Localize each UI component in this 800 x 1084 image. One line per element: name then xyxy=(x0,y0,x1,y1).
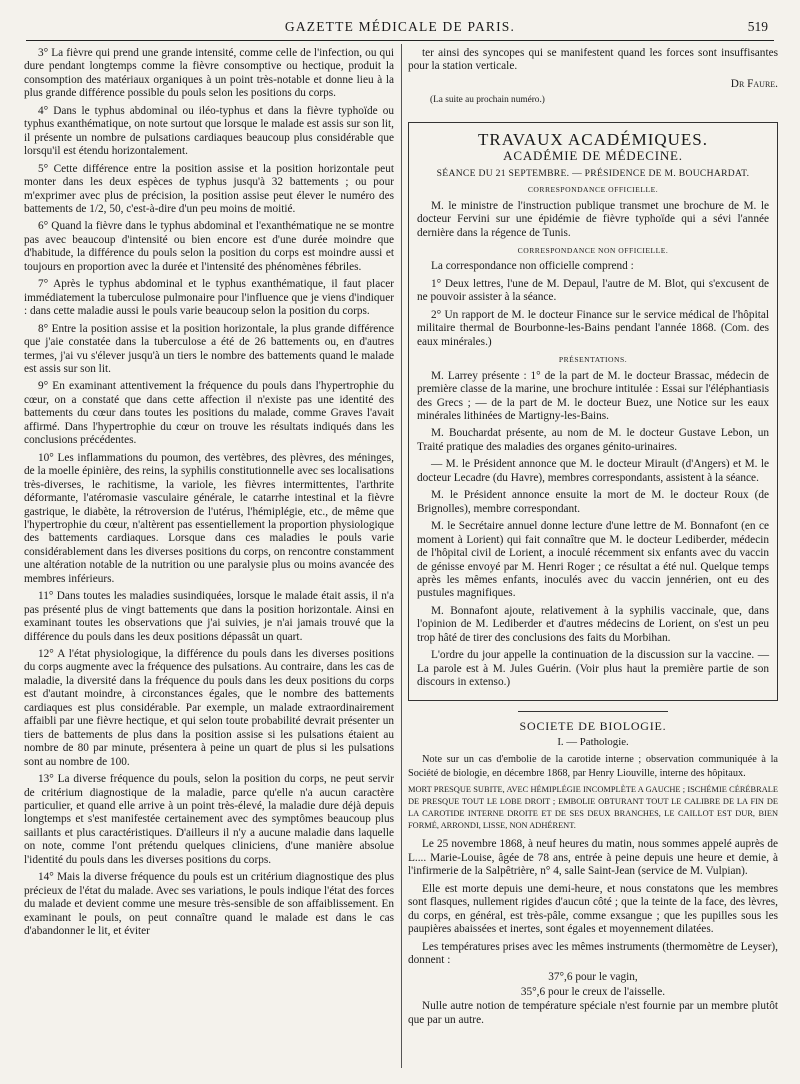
case-note: Note sur un cas d'embolie de la carotide interne ; observation communiquée à la Société de biologie, en décembre 1868, par Henry Liouville, interne des hôpitaux. xyxy=(408,754,778,779)
case-summary: MORT PRESQUE SUBITE, AVEC HÉMIPLÉGIE INCOMPLÈTE A GAUCHE ; ISCHÉMIE CÉRÉBRALE DE PRESQUE TOUT LE LOBE DROIT ; EMBOLIE OBTURANT TOUT LE CALIBRE DE LA FIN DE LA CAROTIDE INTERNE DROITE ET DE SES DEUX BRANCHES, LE CAILLOT EST DUR, BIEN FORMÉ, ARRONDI, LISSE, NON ADHÉRENT. xyxy=(408,785,778,831)
unofficial-item: 2° Un rapport de M. le docteur Finance sur le service médical de l'hôpital militaire thermal de Bourbonne-les-Bains pendant l'année 1868. (Com. des eaux minérales.) xyxy=(417,308,769,348)
right-column xyxy=(408,47,778,1031)
presentation-item: — M. le Président annonce que M. le docteur Mirault (d'Angers) et M. le docteur Lecadre (du Havre), membres correspondants, assistent à la séance. xyxy=(417,458,769,484)
column-divider xyxy=(401,44,402,1068)
case-paragraph: Elle est morte depuis une demi-heure, et nous constatons que les membres sont flasques, nullement rigides d'aucun côté ; que la teinte de la face, des lèvres, du corps, en général, est très-pâle, comme exsangue ; que les pupilles sous les paupières abaissées et inertes, sont égales et moyennement dilatées. xyxy=(408,882,778,936)
session-line: SÉANCE DU 21 SEPTEMBRE. — PRÉSIDENCE DE M. BOUCHARDAT. xyxy=(436,167,750,179)
left-column xyxy=(24,47,394,943)
presentation-item: M. le Président annonce ensuite la mort de M. le docteur Roux (de Brignolles), membre correspondant. xyxy=(417,489,769,515)
continued-note: (La suite au prochain numéro.) xyxy=(430,95,545,106)
academy-title: ACADÉMIE DE MÉDECINE. xyxy=(503,148,683,164)
rubric-presentations: PRÉSENTATIONS. xyxy=(558,355,628,365)
pathology-heading: I. — Pathologie. xyxy=(557,736,629,749)
presentation-item: M. Bouchardat présente, au nom de M. le docteur Gustave Lebon, un Traité pratique des maladies des organes génito-urinaires. xyxy=(417,427,769,453)
section-separator xyxy=(518,711,668,712)
temperature-line: 37°,6 pour le vagin, xyxy=(548,971,638,984)
presentation-item: M. le Secrétaire annuel donne lecture d'une lettre de M. Bonnafont (en ce moment à Lorient) qui fait connaître que M. le docteur Lediberder, médecin de l'hôpital civil de Lorient, a inoculé récemment six enfants avec du vaccin de génisse envoyé par M. Henri Roger ; ce résultat a été nul. Quelque temps après les mêmes enfants, inoculés avec du vaccin jennérien, ont eu des pustules magnifiques. xyxy=(417,520,769,600)
presentation-item: M. Bonnafont ajoute, relativement à la syphilis vaccinale, que, dans l'opinion de M. Lediberder et d'autres médecins de Lorient, on s'est un peu trop hâté de tirer des conclusions des faits du Morbihan. xyxy=(417,604,769,644)
paragraph-12: 12° A l'état physiologique, la différence du pouls dans les diverses positions du corps augmente avec la fréquence des pulsations. Au contraire, dans les cas de maladie, la diversité dans la fréquence du pouls dans les deux positions du corps est d'autant moindre, à circonstances égales, que le nombre des battements cardiaques est plus considérable. Par exemple, un malade extraordinairement affaibli par une fièvre hectique, et qui selon toute probabilité devrait présenter un tiers de battements de plus dans la position assise si les pulsations étaient au nombre de 80 par minute, présentera à peine un quart de plus si les pulsations sont au nombre de 100. xyxy=(24,648,394,768)
presentation-item: L'ordre du jour appelle la continuation de la discussion sur la vaccine. — La parole est à M. Jules Guérin. (Voir plus haut la première partie de son discours in extenso.) xyxy=(417,649,769,689)
paragraph-11: 11° Dans toutes les maladies susindiquées, lorsque le malade était assis, il n'a pas présenté plus de vingt battements que dans la position horizontale. Ainsi en examinant toutes les observations que j'ai suivies, je n'ai jamais trouvé que la différence du pouls dans les deux positions dépassât un quart. xyxy=(24,590,394,643)
paragraph-8: 8° Entre la position assise et la position horizontale, la plus grande différence que j'aie constatée dans la tuberculose a été de 26 battements ou, en d'autres termes, j'ai vu s'élever jusqu'à un tiers le nombre des battements quand le malade est assis sur son lit. xyxy=(24,322,394,375)
page-number: 519 xyxy=(747,19,768,34)
official-correspondence: M. le ministre de l'instruction publique transmet une brochure de M. le docteur Fervini sur une épidémie de fièvre typhoïde qui a sévi l'année dernière dans la régence de Tunis. xyxy=(417,199,769,239)
case-final: Nulle autre notion de température spéciale n'est fournie par un membre plutôt que par un autre. xyxy=(408,1000,778,1026)
unofficial-intro: La correspondance non officielle comprend : xyxy=(431,260,634,273)
paragraph-3: 3° La fièvre qui prend une grande intensité, comme celle de l'infection, ou qui dure pendant longtemps comme la fièvre consomptive ou hectique, produit la consomption des matériaux organiques à un point très-notable et donne lieu à la plus grande différence possible du pouls selon les positions du corps. xyxy=(24,47,394,100)
journal-title: GAZETTE MÉDICALE DE PARIS. xyxy=(284,19,516,34)
section-title: TRAVAUX ACADÉMIQUES. xyxy=(477,129,708,149)
rubric-official: CORRESPONDANCE OFFICIELLE. xyxy=(527,185,659,195)
society-title: SOCIETE DE BIOLOGIE. xyxy=(519,718,667,733)
case-paragraph: Les températures prises avec les mêmes instruments (thermomètre de Leyser), donnent : xyxy=(408,940,778,967)
paragraph-4: 4° Dans le typhus abdominal ou iléo-typhus et dans la fièvre typhoïde ou typhus exanthématique, on note surtout que lorsque le malade est assis sur son lit, il présente un nombre de pulsations cardiaques beaucoup plus considérable que lorsqu'il est étendu horizontalement. xyxy=(24,104,394,158)
paragraph-6: 6° Quand la fièvre dans le typhus abdominal et l'exanthématique ne se montre pas avec beaucoup d'intensité ou bien encore est d'une durée moindre que d'habitude, la différence du pouls selon la position du corps est moindre aussi et toujours en proportion avec la durée et l'intensité des phénomènes fébriles. xyxy=(24,220,394,273)
header-rule xyxy=(26,40,774,41)
paragraph-7: 7° Après le typhus abdominal et le typhus exanthématique, il faut placer immédiatement la tuberculose pulmonaire pour l'influence que je viens d'indiquer : dans cette maladie aussi le pouls varie beaucoup selon la position du corps. xyxy=(24,278,394,318)
paragraph-14: 14° Mais la diverse fréquence du pouls est un critérium diagnostique des plus précieux de l'état du malade. Avec ses variations, le pouls indique l'état des forces du malade et devient comme une mesure très-sensible de son affaiblissement. En examinant le pouls, on peut connaître quand le malade est dans le cas d'abandonner le lit, et éviter xyxy=(24,871,394,938)
author-signature: Dr Faure. xyxy=(730,77,778,90)
page-header xyxy=(24,16,776,38)
academic-section xyxy=(408,122,778,701)
unofficial-item: 1° Deux lettres, l'une de M. Depaul, l'autre de M. Blot, qui s'excusent de ne pouvoir assister à la séance. xyxy=(417,277,769,304)
paragraph-13: 13° La diverse fréquence du pouls, selon la position du corps, ne peut servir de critérium diagnostique de la maladie, parce qu'elle n'a aucun caractère particulier, et quand elle arrive à un point très-élevé, la maladie dure déjà depuis longtemps et s'est manifestée certainement avec des symptômes beaucoup plus saillants et plus caractéristiques. D'ailleurs il n'y a aucune maladie dans laquelle on note, comme l'ont prétendu quelques cliniciens, d'une manière absolue l'identité du pouls dans les diverses positions du corps. xyxy=(24,773,394,866)
presentation-item: M. Larrey présente : 1° de la part de M. le docteur Brassac, médecin de première classe de la marine, une brochure intitulée : Essai sur l'éléphantiasis des Grecs ; — de la part de M. le docteur Buez, une Notice sur les eaux minérales lithinées de Martigny-les-Bains. xyxy=(417,369,769,422)
paragraph-10: 10° Les inflammations du poumon, des vertèbres, des plèvres, des méninges, de la moelle épinière, des reins, la syphilis constitutionnelle avec ses localisations très-diverses, le rachitisme, la variole, les fièvres intermittentes, l'arthrite déformante, l'atéromasie vasculaire générale, le catarrhe intestinal et la fièvre gastrique, le diabète, la rétroversion de l'utérus, l'hémiplégie, etc., de même que l'hypertrophie du cœur, n'altèrent pas essentiellement la proportion physiologique des battements cardiaques. Lorsque dans ces maladies le pouls varie considérablement dans les diverses positions du corps, on rencontre constamment une altération notable de la nutrition ou une paralysie plus ou moins avancée des membres inférieurs. xyxy=(24,451,394,585)
paragraph-9: 9° En examinant attentivement la fréquence du pouls dans l'hypertrophie du cœur, on a constaté que dans cette affection il n'existe pas une identité des battements du cœur dans toutes les positions du malade, comme Graves l'avait affirmé. Dans l'hypertrophie du cœur on trouve les résultats indiqués dans les conclusions précédentes. xyxy=(24,380,394,447)
rubric-unofficial: CORRESPONDANCE NON OFFICIELLE. xyxy=(517,245,669,255)
temperature-line: 35°,6 pour le creux de l'aisselle. xyxy=(520,985,666,998)
case-paragraph: Le 25 novembre 1868, à neuf heures du matin, nous sommes appelé auprès de L.... Marie-Louise, âgée de 78 ans, entrée à peine depuis une heure et demie, à l'infirmerie de la Salpêtrière, n° 4, salle Saint-Jean (service de M. Vulpian). xyxy=(408,838,778,878)
paragraph-5: 5° Cette différence entre la position assise et la position horizontale peut monter dans les deux espèces de typhus jusqu'à 32 battements ; ou pour m'exprimer avec plus de précision, la position assise peut élever le numéro des battements de 1/2, 50, c'est-à-dire d'un peu moins de moitié. xyxy=(24,162,394,215)
continuation-text: ter ainsi des syncopes qui se manifestent quand les forces sont insuffisantes pour la station verticale. xyxy=(408,47,778,73)
